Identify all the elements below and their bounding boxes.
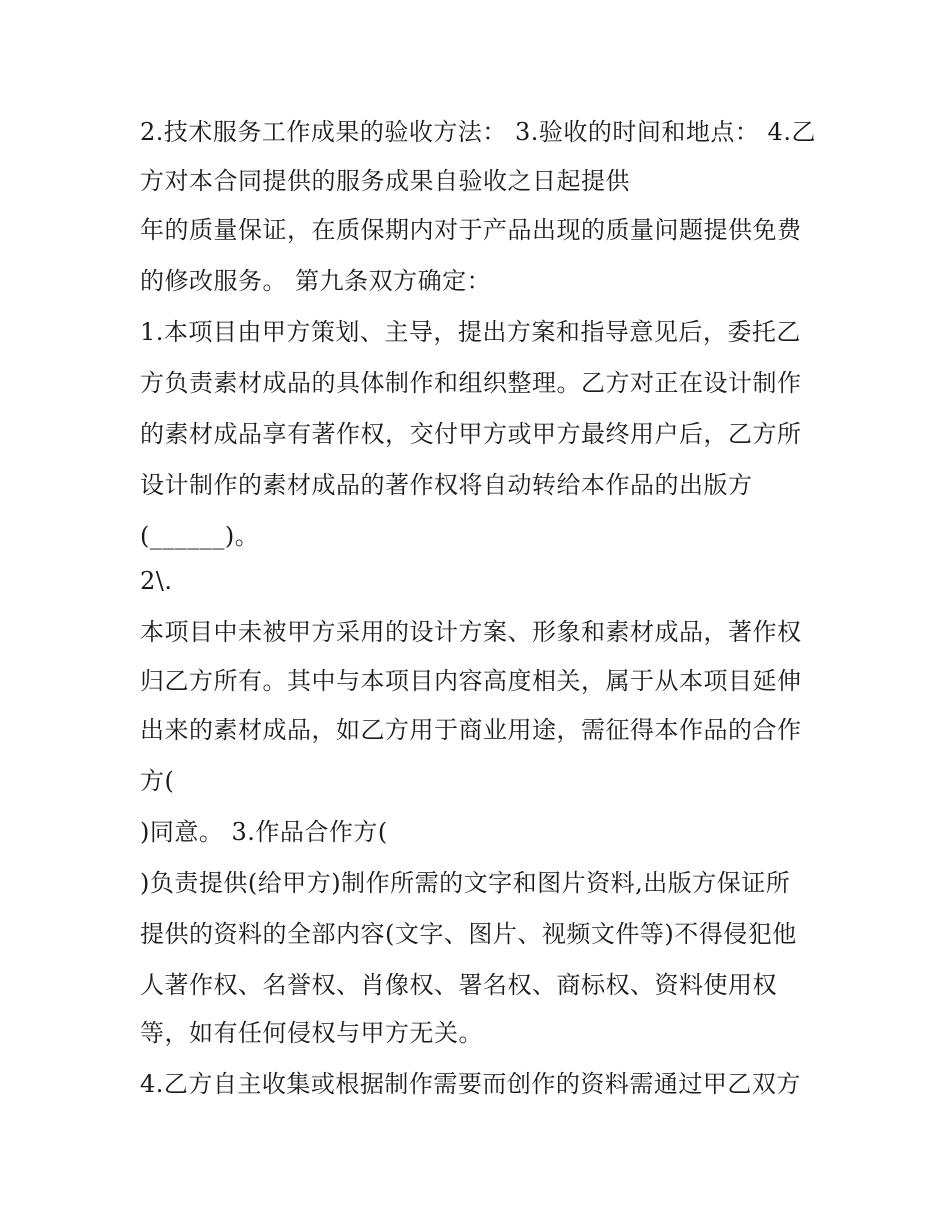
- text-line: 提供的资料的全部内容(文字、图片、视频文件等)不得侵犯他: [140, 920, 797, 948]
- text-line: 年的质量保证，在质保期内对于产品出现的质量问题提供免费: [140, 216, 802, 244]
- text-line: 本项目中未被甲方采用的设计方案、形象和素材成品，著作权: [140, 618, 802, 646]
- text-line: 人著作权、名誉权、肖像权、署名权、商标权、资料使用权: [140, 971, 777, 999]
- text-line: 1.本项目由甲方策划、主导，提出方案和指导意见后，委托乙: [140, 318, 801, 346]
- text-line: 的修改服务。 第九条双方确定：: [140, 267, 492, 295]
- text-line: 等，如有任何侵权与甲方无关。: [140, 1019, 483, 1047]
- text-line: 的素材成品享有著作权，交付甲方或甲方最终用户后，乙方所: [140, 420, 802, 448]
- text-line: 方对本合同提供的服务成果自验收之日起提供: [140, 167, 630, 195]
- text-line: )负责提供(给甲方)制作所需的文字和图片资料,出版方保证所: [140, 869, 791, 897]
- text-line: 出来的素材成品，如乙方用于商业用途，需征得本作品的合作: [140, 716, 802, 744]
- text-line: )同意。 3.作品合作方(: [140, 818, 388, 846]
- text-line: 方(: [140, 767, 175, 795]
- text-line: 2\.: [140, 567, 173, 595]
- text-line: 设计制作的素材成品的著作权将自动转给本作品的出版方: [140, 471, 753, 499]
- text-line: 2.技术服务工作成果的验收方法： 3.验收的时间和地点： 4.乙: [140, 118, 816, 146]
- text-line: 4.乙方自主收集或根据制作需要而创作的资料需通过甲乙双方: [140, 1070, 801, 1098]
- text-line: 方负责素材成品的具体制作和组织整理。乙方对正在设计制作: [140, 369, 802, 397]
- text-line: (______)。: [140, 522, 260, 550]
- text-line: 归乙方所有。其中与本项目内容高度相关，属于从本项目延伸: [140, 667, 802, 695]
